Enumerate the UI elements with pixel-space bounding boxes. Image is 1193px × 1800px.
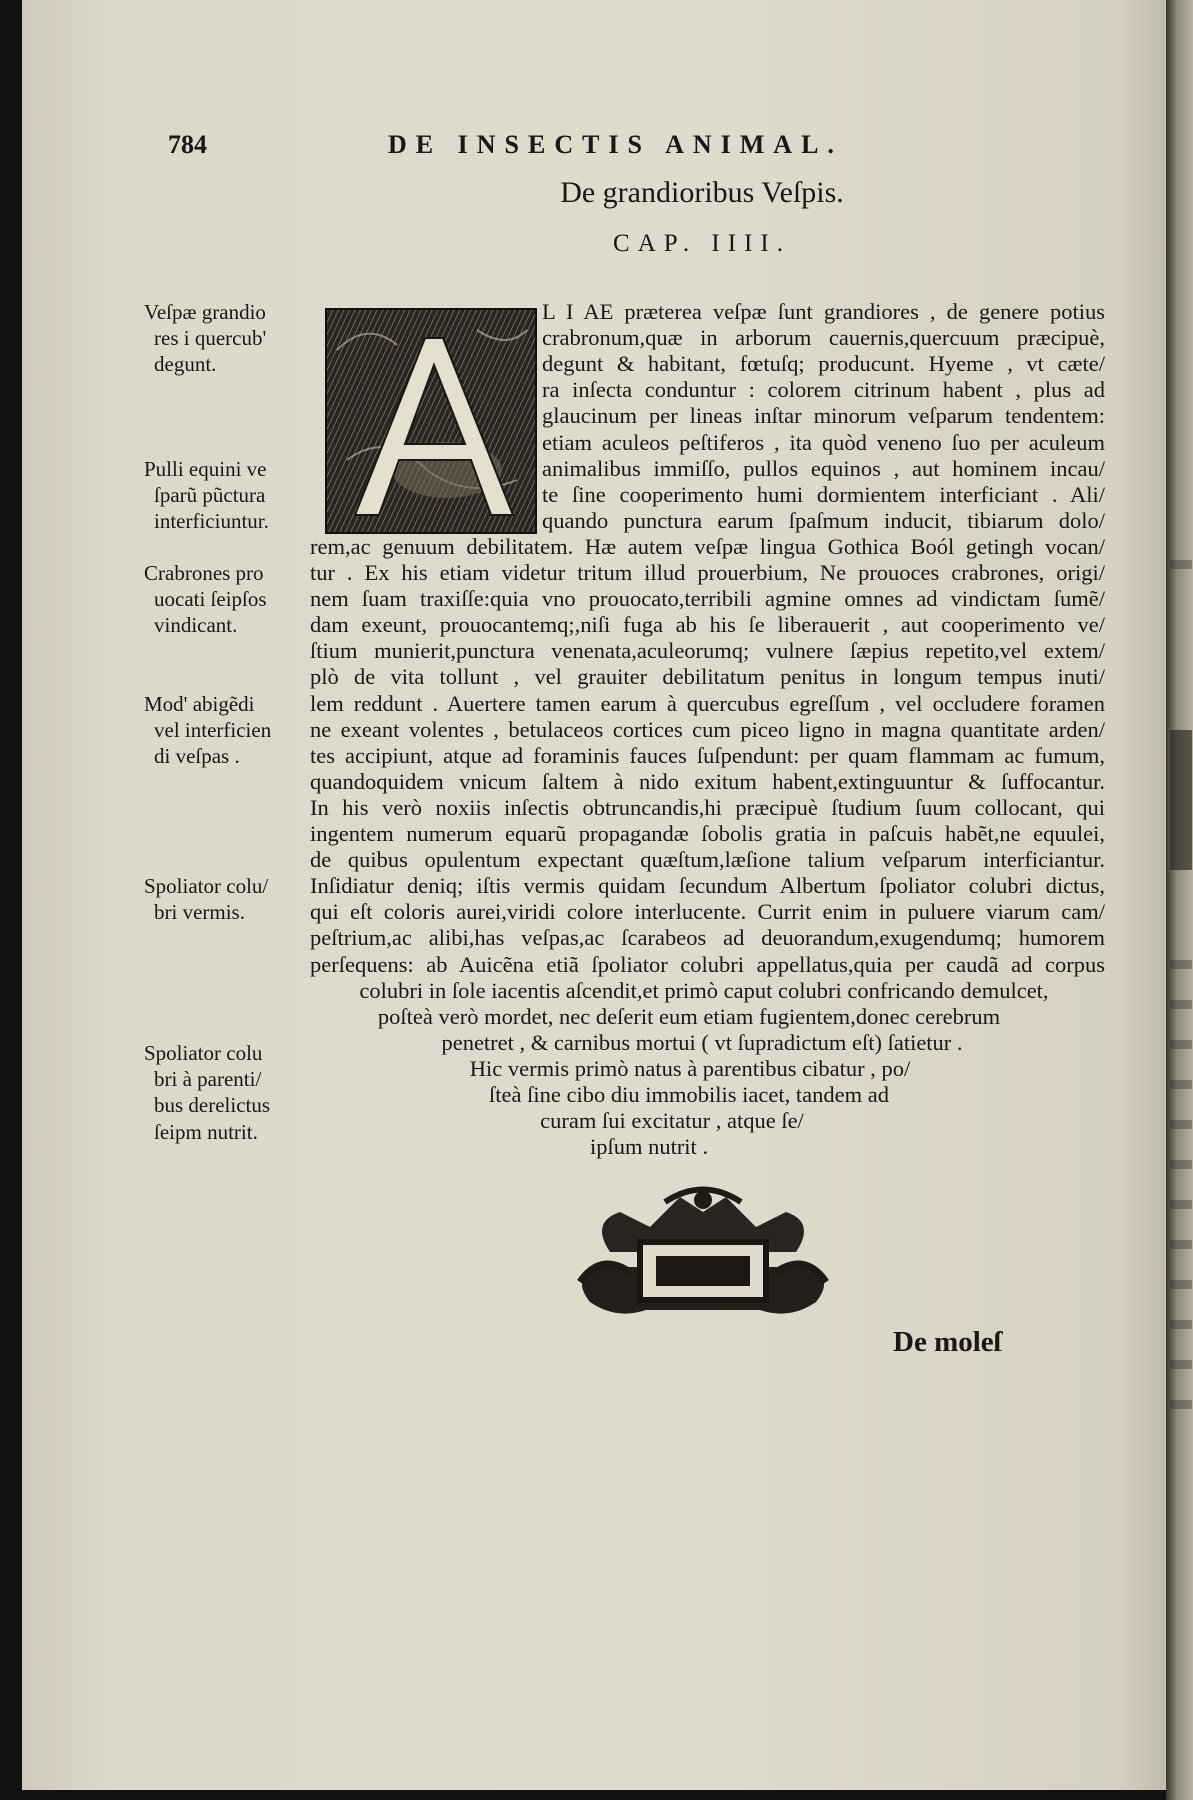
margin-note-line: Pulli equini ve: [144, 456, 267, 481]
body-line: L I AE præterea veſpæ ſunt grandiores , de genere potius: [542, 299, 1105, 324]
margin-note-line: degunt.: [154, 352, 217, 377]
body-line: colubri in ſole iacentis aſcendit,et primò caput colubri confricando demulcet,: [359, 977, 1049, 1003]
body-line: ne exeant volentes , betulaceos cortices cum piceo ligno in magna quantitate arden/: [310, 716, 1105, 742]
running-head: DE INSECTIS ANIMAL.: [388, 130, 843, 159]
body-line: nem ſuam traxiſſe:quia vno prouocato,terribili agmine omnes ad vindictam ſumẽ/: [310, 586, 1105, 612]
body-line: dam exeunt, prouocantemq;,niſi fuga ab his ſe liberauerit , aut cooperimento ve/: [310, 612, 1105, 638]
margin-note-line: vel interficien: [154, 717, 272, 742]
margin-note-line: Spoliator colu: [144, 1041, 263, 1066]
body-line: peſtrium,ac alibi,has veſpas,ac ſcarabeos ad deuorandum,exugendumq; humorem: [310, 925, 1105, 951]
margin-note-line: res i quercub': [154, 326, 267, 351]
body-line: poſteà verò mordet, nec deſerit eum etiam fugientem,donec cerebrum: [377, 1003, 1001, 1029]
body-line: rem,ac genuum debilitatem. Hæ autem veſpæ lingua Gothica Boól getingh vocan/: [310, 533, 1105, 559]
catchword: De moleſ: [893, 1326, 1002, 1358]
body-line: de quibus opulentum expectant quæſtum,læſione talium veſparum interficiantur.: [310, 847, 1105, 873]
body-line: glaucinum per lineas inſtar minorum veſparum tendentem:: [542, 403, 1105, 429]
margin-note-line: ſeipm nutrit.: [154, 1119, 258, 1144]
body-line: animalibus immiſſo, pullos equinos , aut hominem incau/: [542, 455, 1105, 481]
page-number: 784: [168, 130, 207, 159]
margin-note-line: ſparũ pũctura: [154, 482, 266, 507]
adjacent-page-edge: [1166, 0, 1193, 1800]
margin-note-line: di veſpas .: [154, 743, 240, 768]
body-line: tur . Ex his etiam videtur tritum illud prouerbium, Ne prouoces crabrones, origi/: [310, 560, 1105, 585]
body-line: tes accipiunt, atque ad foraminis fauces ſuſpendunt: per quam flammam ac fumum,: [310, 742, 1105, 768]
chapter-title: De grandioribus Veſpis.: [560, 176, 844, 209]
body-line: perſequens: ab Auicẽna etiã ſpoliator colubri appellatus,quia per caudã ad corpus: [310, 951, 1105, 977]
margin-note-line: Mod' abigẽdi: [144, 691, 255, 716]
margin-note-line: Spoliator colu/: [144, 874, 269, 899]
book-page: [22, 0, 1172, 1790]
body-line: degunt & habitant, fœtuſq; producunt. Hyeme , vt cæte/: [542, 351, 1105, 377]
body-line: ingentem numerum equarũ propagandæ ſobolis gratia in paſcuis habẽt,ne equulei,: [310, 821, 1105, 846]
body-line: te ſine cooperimento humi dormientem interficiant . Ali/: [542, 481, 1105, 507]
body-line: ra inſecta conduntur : colorem citrinum habent , plus ad: [542, 377, 1105, 403]
margin-note-line: Crabrones pro: [144, 561, 264, 585]
margin-note-line: vindicant.: [154, 613, 238, 638]
body-line: ipſum nutrit .: [589, 1134, 709, 1160]
tailpiece-ornament: [570, 1182, 836, 1322]
body-line: qui eſt coloris aurei,viridi colore interlucente. Currit enim in puluere viarum cam/: [310, 899, 1105, 925]
body-line: Hic vermis primò natus à parentibus cibatur , po/: [469, 1055, 911, 1081]
body-line: curam ſui excitatur , atque ſe/: [540, 1108, 804, 1134]
body-line: quandoquidem vnicum ſaltem à nido exitum habent,extinguuntur & ſuffocantur.: [310, 768, 1105, 794]
body-line: lem reddunt . Auertere tamen earum à quercubus egreſſum , vel occludere foramen: [310, 690, 1105, 716]
chapter-number: CAP. IIII.: [613, 230, 791, 257]
margin-note-line: bri à parenti/: [154, 1067, 262, 1092]
body-line: ſtium munierit,punctura venenata,aculeorumq; vulnere ſæpius repetito,vel extem/: [310, 638, 1105, 664]
body-line: crabronum,quæ in arborum cauernis,quercuum præcipuè,: [542, 325, 1105, 351]
body-line: In his verò noxiis inſectis obtruncandis,hi præcipuè ſtudium ſuum collocant, qui: [310, 794, 1105, 820]
body-line: ſteà ſine cibo diu immobilis iacet, tandem ad: [489, 1082, 889, 1107]
body-line: penetret , & carnibus mortui ( vt ſupradictum eſt) ſatietur .: [441, 1029, 963, 1055]
margin-note-line: Veſpæ grandio: [144, 300, 266, 324]
body-line: quando punctura earum ſpaſmum inducit, tibiarum dolo/: [542, 507, 1105, 533]
body-line: Inſidiatur deniq; iſtis vermis quidam ſecundum Albertum ſpoliator colubri dictus,: [310, 873, 1105, 899]
margin-note-line: bus derelictus: [154, 1093, 271, 1118]
margin-note-line: interficiuntur.: [154, 508, 269, 533]
decorated-initial-woodcut: [325, 308, 537, 534]
body-line: etiam aculeos peſtiferos , ita quòd veneno ſuo per aculeum: [542, 429, 1105, 455]
margin-note-line: uocati ſeipſos: [154, 587, 267, 612]
margin-note-line: bri vermis.: [154, 900, 245, 925]
body-line: plò de vita tollunt , vel grauiter debilitatum penitus in longum tempus inuti/: [310, 664, 1105, 690]
